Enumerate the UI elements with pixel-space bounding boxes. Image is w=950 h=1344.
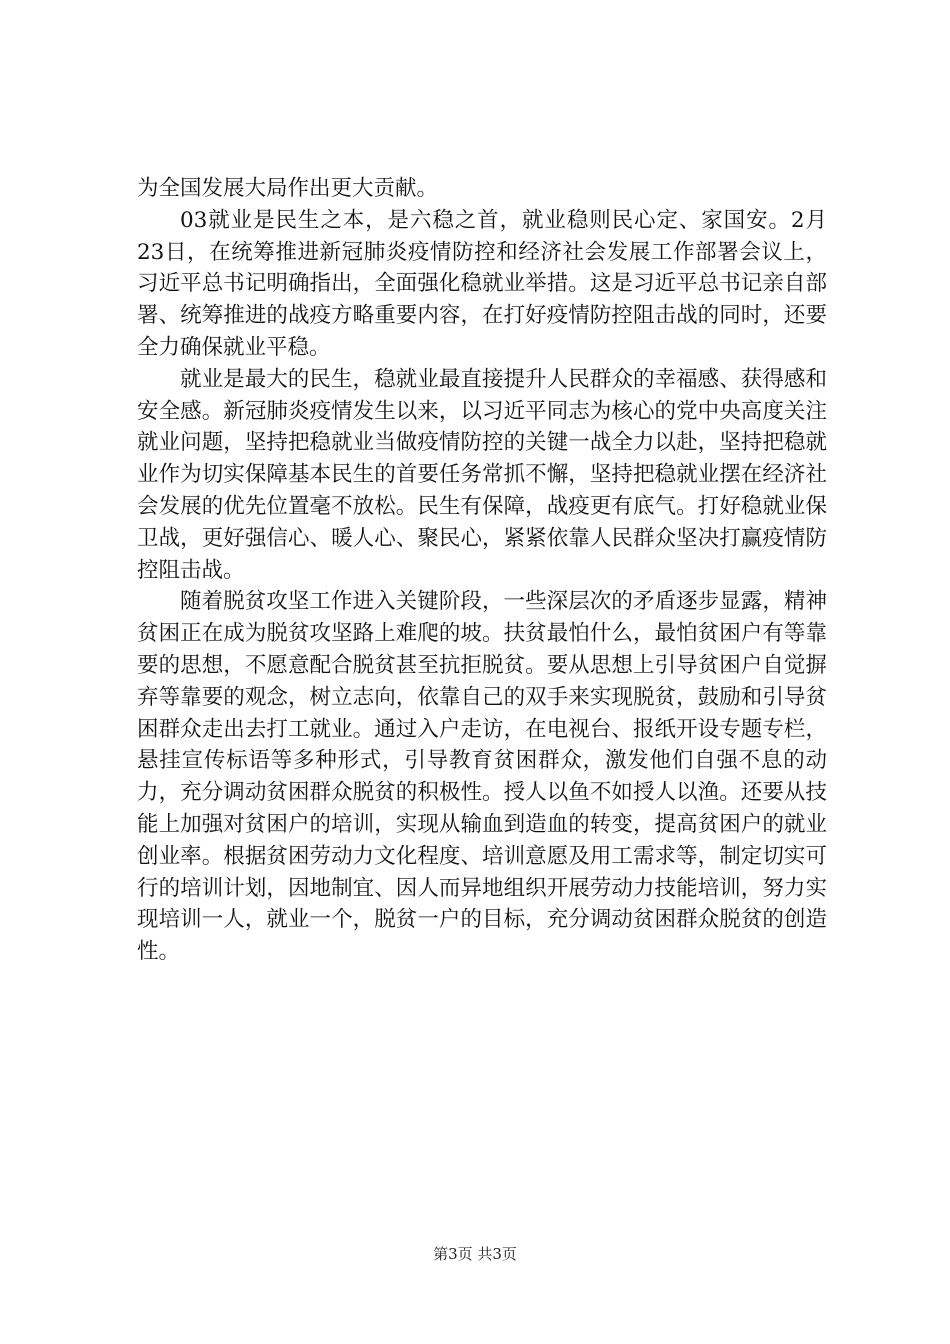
paragraph-2: 03就业是民生之本，是六稳之首，就业稳则民心定、家国安。2月23日，在统筹推进新冠肺炎疫情防控和经济社会发展工作部署会议上，习近平总书记明确指出，全面强化稳就业举措。这是习近平总书记亲自部署、统筹推进的战疫方略重要内容，在打好疫情防控阻击战的同时，还要全力确保就业平稳。 — [137, 207, 827, 360]
paragraph-3: 就业是最大的民生，稳就业最直接提升人民群众的幸福感、获得感和安全感。新冠肺炎疫情发生以来，以习近平同志为核心的党中央高度关注就业问题，坚持把稳就业当做疫情防控的关键一战全力以赴，坚持把稳就业作为切实保障基本民生的首要任务常抓不懈，坚持把稳就业摆在经济社会发展的优先位置毫不放松。民生有保障，战疫更有底气。打好稳就业保卫战，更好强信心、暖人心、聚民心，紧紧依靠人民群众坚决打赢疫情防控阻击战。 — [137, 366, 827, 583]
paragraph-4: 随着脱贫攻坚工作进入关键阶段，一些深层次的矛盾逐步显露，精神贫困正在成为脱贫攻坚路上难爬的坡。扶贫最怕什么，最怕贫困户有等靠要的思想，不愿意配合脱贫甚至抗拒脱贫。要从思想上引导贫困户自觉摒弃等靠要的观念，树立志向，依靠自己的双手来实现脱贫，鼓励和引导贫困群众走出去打工就业。通过入户走访，在电视台、报纸开设专题专栏，悬挂宣传标语等多种形式，引导教育贫困群众，激发他们自强不息的动力，充分调动贫困群众脱贫的积极性。授人以鱼不如授人以渔。还要从技能上加强对贫困户的培训，实现从输血到造血的转变，提高贫困户的就业创业率。根据贫困劳动力文化程度、培训意愿及用工需求等，制定切实可行的培训计划，因地制宜、因人而异地组织开展劳动力技能培训，努力实现培训一人，就业一个，脱贫一户的目标，充分调动贫困群众脱贫的创造性。 — [137, 589, 827, 965]
page-number-label: 第3页 共3页 — [433, 1245, 517, 1263]
page-footer — [0, 1244, 950, 1264]
paragraph-1: 为全国发展大局作出更大贡献。 — [137, 176, 439, 201]
document-body — [137, 173, 827, 968]
